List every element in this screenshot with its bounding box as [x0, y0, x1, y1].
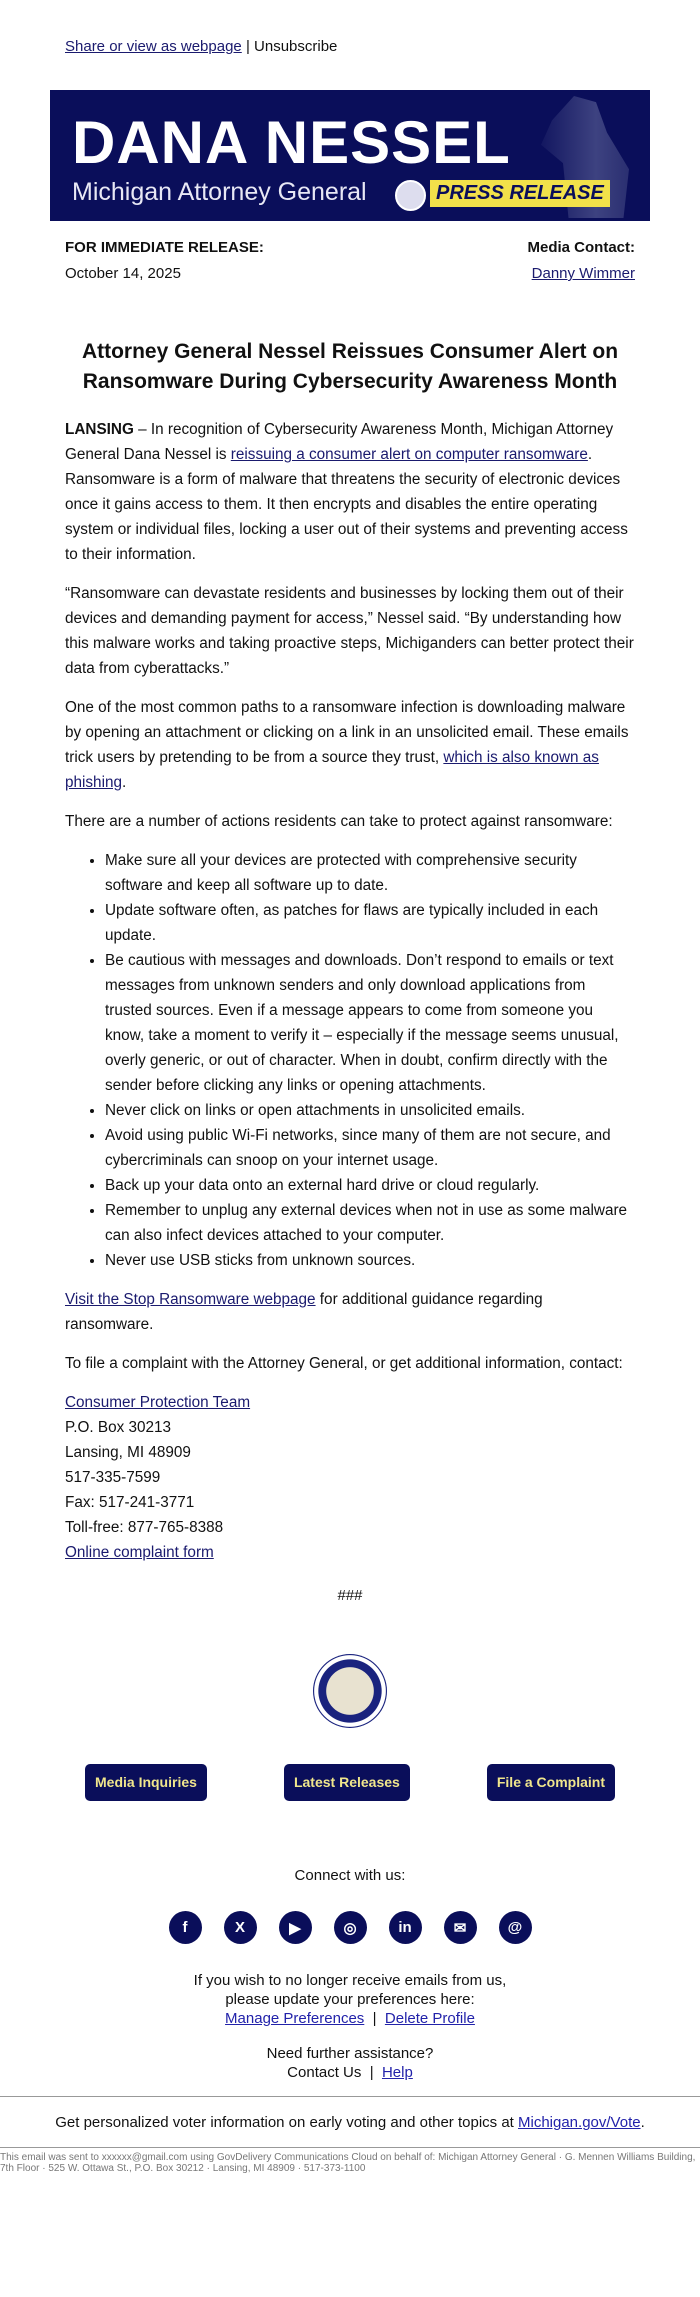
consumer-protection-link[interactable]: Consumer Protection Team: [65, 1394, 251, 1411]
connect-heading: Connect with us:: [294, 1867, 406, 1884]
help-link[interactable]: Help: [381, 2064, 413, 2081]
release-info: [0, 221, 700, 287]
separator: |: [372, 2010, 377, 2027]
separator: |: [245, 38, 250, 55]
list-item: • Be cautious with messages and downloads. Don’t respond to emails or text messages from unknown senders and only download applications from trusted sources. Even if a message appears to come from someone you know, take a moment to verify it – especially if the message seems unusual, overly generic, or out of character. When in doubt, confirm directly with the sender before clicking any links or opening attachments.: [105, 948, 635, 1098]
paragraph: [65, 1287, 635, 1337]
vote-link[interactable]: Michigan.gov/Vote: [518, 2114, 641, 2131]
list-item: • Remember to unplug any external devices when not in use as some malware can also infect devices attached to your computer.: [105, 1198, 635, 1248]
phishing-link[interactable]: which is also known as phishing: [65, 749, 599, 791]
contact-us-link[interactable]: Contact Us: [287, 2064, 362, 2081]
text: One of the most common paths to a ransomware infection is downloading malware by opening an attachment or clicking on a link in an unsolicited email. These emails trick users by pretending to be from a source they trust,: [65, 699, 629, 766]
text: please update your preferences here:: [225, 1991, 475, 2008]
delete-profile-link[interactable]: Delete Profile: [384, 2010, 475, 2027]
quote-paragraph: “Ransomware can devastate residents and businesses by locking them out of their devices and demanding payment for access,” Nessel said. “By understanding how this malware works and taking proactive steps, Michiganders can better protect their data from cyberattacks.”: [65, 585, 634, 677]
media-contact-label: Media Contact:: [527, 239, 635, 256]
manage-preferences-link[interactable]: Manage Preferences: [225, 2010, 365, 2027]
end-marker: ###: [337, 1587, 363, 1604]
list-item: • Make sure all your devices are protected with comprehensive security software and keep all software up to date.: [105, 848, 635, 898]
text: .: [121, 774, 127, 791]
press-release-banner: [50, 90, 650, 221]
list-item: • Back up your data onto an external hard drive or cloud regularly.: [105, 1173, 635, 1198]
release-date: October 14, 2025: [65, 265, 181, 282]
banner-subtitle: Michigan Attorney General: [72, 178, 367, 206]
action-buttons: [0, 1764, 700, 1801]
preferences-block: [0, 1971, 700, 2028]
list-item: • Never click on links or open attachments in unsolicited emails.: [105, 1098, 635, 1123]
fax: Fax: 517-241-3771: [65, 1494, 195, 1511]
unsubscribe-link[interactable]: Unsubscribe: [254, 38, 338, 55]
contact-block: [65, 1390, 635, 1565]
header-links: [0, 0, 700, 90]
text: Get personalized voter information on early voting and other topics at: [55, 2114, 518, 2131]
phone: 517-335-7599: [65, 1469, 161, 1486]
media-inquiries-button[interactable]: Media Inquiries: [85, 1764, 207, 1801]
attorney-general-seal-icon: [313, 1654, 387, 1728]
text: . Ransomware is a form of malware that threatens the security of electronic devices once it gains access to them. It then encrypts and disables the entire operating system or individual files, locking a user out of their systems and preventing access to their information.: [65, 446, 628, 563]
text: If you wish to no longer receive emails from us,: [193, 1972, 507, 1989]
text: Need further assistance?: [266, 2045, 434, 2062]
seal-icon: [395, 180, 426, 211]
page-title: Attorney General Nessel Reissues Consumer Alert on Ransomware During Cybersecurity Awareness Month: [81, 340, 619, 393]
file-complaint-button[interactable]: File a Complaint: [487, 1764, 615, 1801]
complaint-form-link[interactable]: Online complaint form: [65, 1544, 214, 1561]
list-item: • Avoid using public Wi-Fi networks, since many of them are not secure, and cybercriminals can snoop on your internet usage.: [105, 1123, 635, 1173]
po-box: P.O. Box 30213: [65, 1419, 172, 1436]
toll-free: Toll-free: 877-765-8388: [65, 1519, 224, 1536]
threads-icon[interactable]: @: [499, 1911, 532, 1944]
paragraph: [65, 695, 635, 795]
footer-fine-print: This email was sent to xxxxxx@gmail.com using GovDelivery Communications Cloud on behalf of: Michigan Attorney General · G. Mennen Williams Building, 7th Floor · 525 W. Ottawa St., P.O. Box 30212 · Lansing, MI 48909 · 517-373-1100: [0, 2152, 696, 2174]
instagram-icon[interactable]: ◎: [334, 1911, 367, 1944]
email-icon[interactable]: ✉: [444, 1911, 477, 1944]
list-item: • Update software often, as patches for flaws are typically included in each update.: [105, 898, 635, 948]
paragraph: [65, 417, 635, 567]
text: for additional guidance regarding ransomware.: [65, 1291, 543, 1333]
paragraph: There are a number of actions residents can take to protect against ransomware:: [65, 813, 613, 830]
linkedin-icon[interactable]: in: [389, 1911, 422, 1944]
x-icon[interactable]: X: [224, 1911, 257, 1944]
help-block: [0, 2044, 700, 2082]
banner-name: DANA NESSEL: [72, 109, 511, 176]
social-links: [0, 1911, 700, 1944]
vote-banner: [0, 2097, 700, 2147]
media-contact-link[interactable]: Danny Wimmer: [531, 265, 635, 282]
dateline: LANSING: [65, 421, 134, 438]
paragraph: To file a complaint with the Attorney General, or get additional information, contact:: [65, 1355, 623, 1372]
release-label: FOR IMMEDIATE RELEASE:: [65, 239, 264, 256]
latest-releases-button[interactable]: Latest Releases: [284, 1764, 410, 1801]
consumer-alert-link[interactable]: reissuing a consumer alert on computer ransomware: [230, 446, 588, 463]
stop-ransomware-link[interactable]: Visit the Stop Ransomware webpage: [65, 1291, 316, 1308]
tips-list: [65, 848, 635, 1273]
text: .: [640, 2114, 645, 2131]
press-release-badge: PRESS RELEASE: [430, 180, 610, 207]
facebook-icon[interactable]: f: [169, 1911, 202, 1944]
youtube-icon[interactable]: ▶: [279, 1911, 312, 1944]
city: Lansing, MI 48909: [65, 1444, 191, 1461]
share-link[interactable]: Share or view as webpage: [65, 38, 242, 55]
text: – In recognition of Cybersecurity Awareness Month, Michigan Attorney General Dana Nessel is: [65, 421, 614, 463]
list-item: • Never use USB sticks from unknown sources.: [105, 1248, 635, 1273]
separator: |: [369, 2064, 374, 2081]
article-body: [0, 417, 700, 1565]
